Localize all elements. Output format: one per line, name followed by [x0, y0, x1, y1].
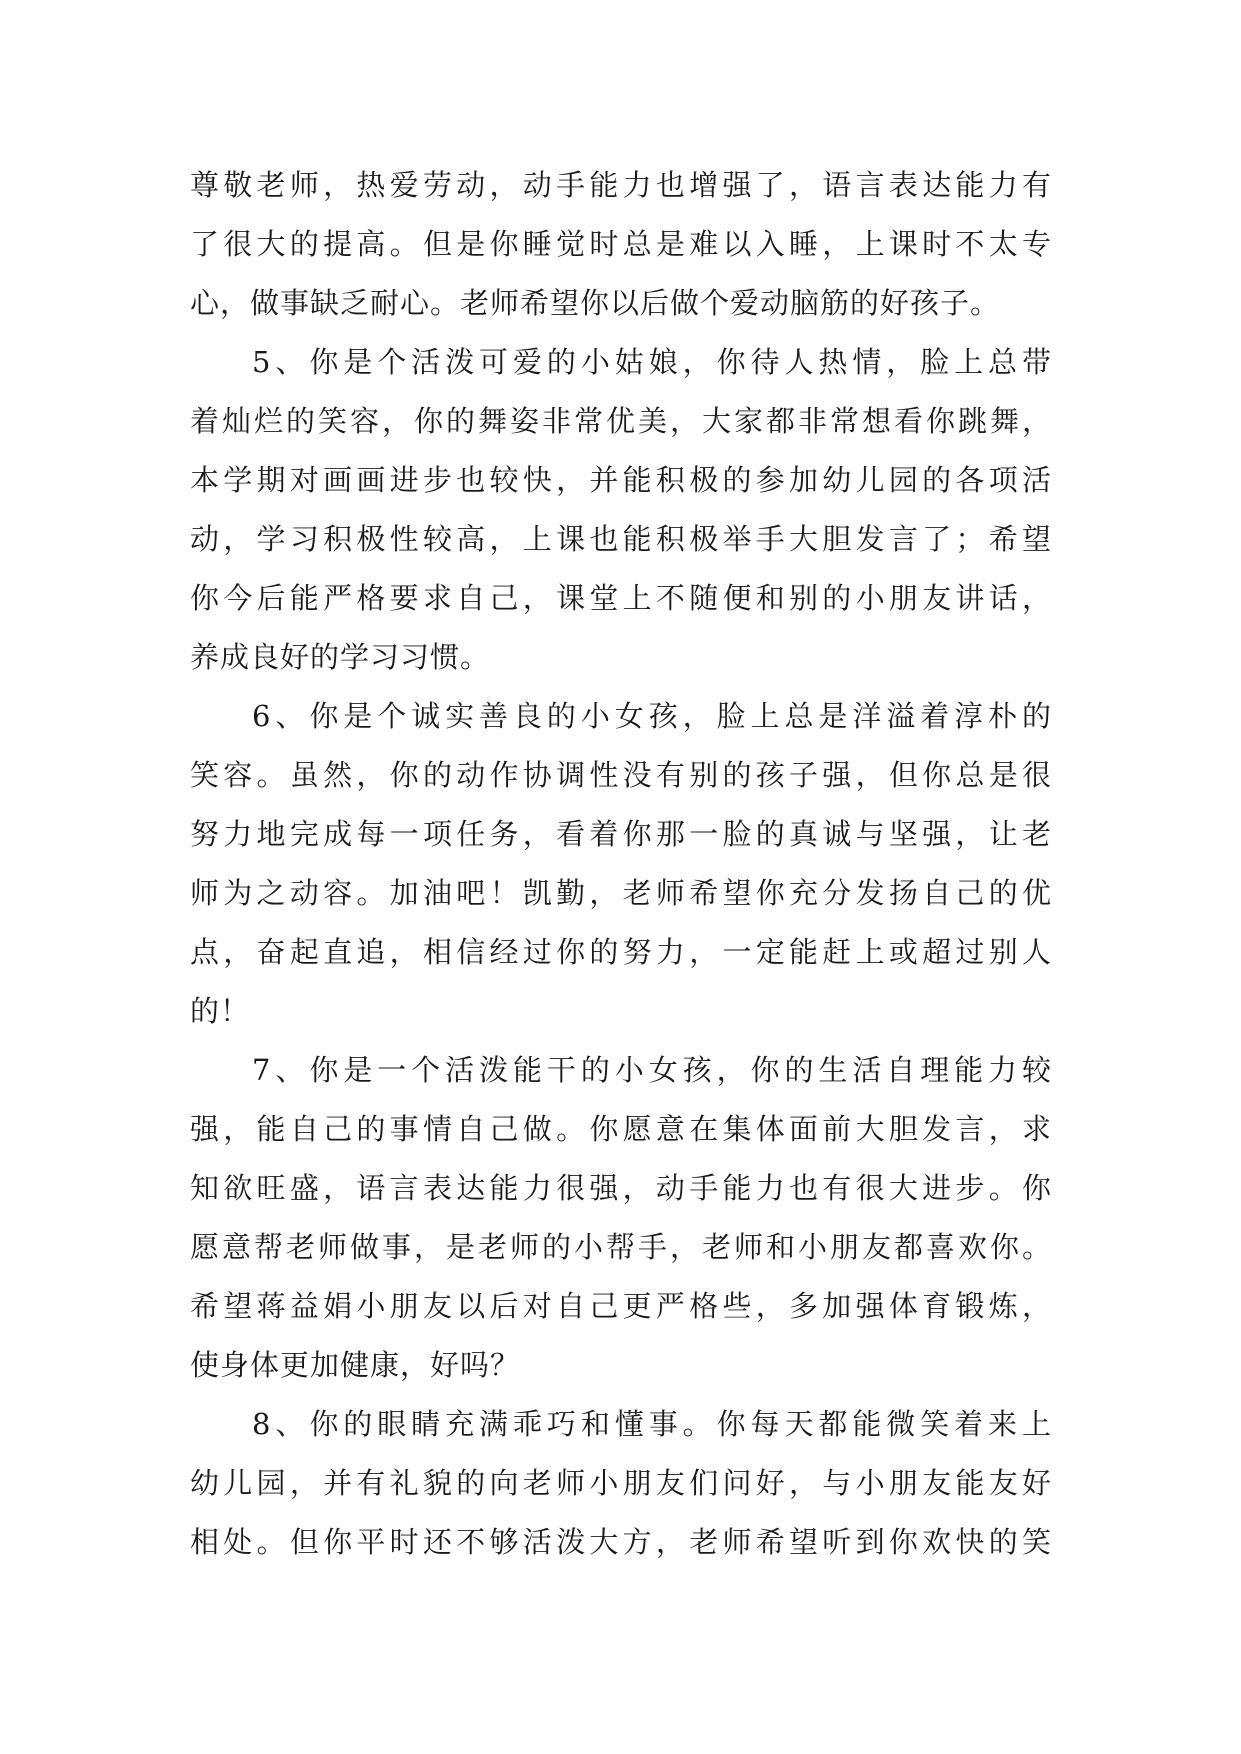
document-body: [190, 156, 1052, 1572]
text-line: 7、你是一个活泼能干的小女孩，你的生活自理能力较: [252, 1053, 1052, 1087]
text-line: 你今后能严格要求自己，课堂上不随便和别的小朋友讲话，: [190, 581, 1052, 615]
text-line: 的！: [190, 994, 251, 1028]
text-line: 幼儿园，并有礼貌的向老师小朋友们问好，与小朋友能友好: [190, 1466, 1052, 1500]
text-line: 希望蒋益娟小朋友以后对自己更严格些，多加强体育锻炼，: [190, 1289, 1052, 1323]
text-line: 尊敬老师，热爱劳动，动手能力也增强了，语言表达能力有: [190, 168, 1052, 202]
text-line: 5、你是个活泼可爱的小姑娘，你待人热情，脸上总带: [252, 345, 1052, 379]
text-line: 点，奋起直追，相信经过你的努力，一定能赶上或超过别人: [190, 935, 1052, 969]
text-line: 愿意帮老师做事，是老师的小帮手，老师和小朋友都喜欢你。: [190, 1230, 1052, 1264]
text-line: 本学期对画画进步也较快，并能积极的参加幼儿园的各项活: [190, 463, 1052, 497]
text-line: 心，做事缺乏耐心。老师希望你以后做个爱动脑筋的好孩子。: [190, 286, 1001, 320]
text-line: 6、你是个诚实善良的小女孩，脸上总是洋溢着淳朴的: [252, 699, 1052, 733]
text-line: 着灿烂的笑容，你的舞姿非常优美，大家都非常想看你跳舞，: [190, 404, 1052, 438]
text-line: 努力地完成每一项任务，看着你那一脸的真诚与坚强，让老: [190, 817, 1052, 851]
text-line: 师为之动容。加油吧！凯勤，老师希望你充分发扬自己的优: [190, 876, 1052, 910]
text-line: 了很大的提高。但是你睡觉时总是难以入睡，上课时不太专: [190, 227, 1052, 261]
text-line: 8、你的眼睛充满乖巧和懂事。你每天都能微笑着来上: [252, 1407, 1052, 1441]
text-line: 笑容。虽然，你的动作协调性没有别的孩子强，但你总是很: [190, 758, 1052, 792]
text-line: 强，能自己的事情自己做。你愿意在集体面前大胆发言，求: [190, 1112, 1052, 1146]
text-line: 知欲旺盛，语言表达能力很强，动手能力也有很大进步。你: [190, 1171, 1052, 1205]
text-line: 动，学习积极性较高，上课也能积极举手大胆发言了；希望: [190, 522, 1052, 556]
text-line: 使身体更加健康，好吗？: [190, 1348, 521, 1382]
text-line: 养成良好的学习习惯。: [190, 640, 491, 674]
text-line: 相处。但你平时还不够活泼大方，老师希望听到你欢快的笑: [190, 1525, 1052, 1559]
